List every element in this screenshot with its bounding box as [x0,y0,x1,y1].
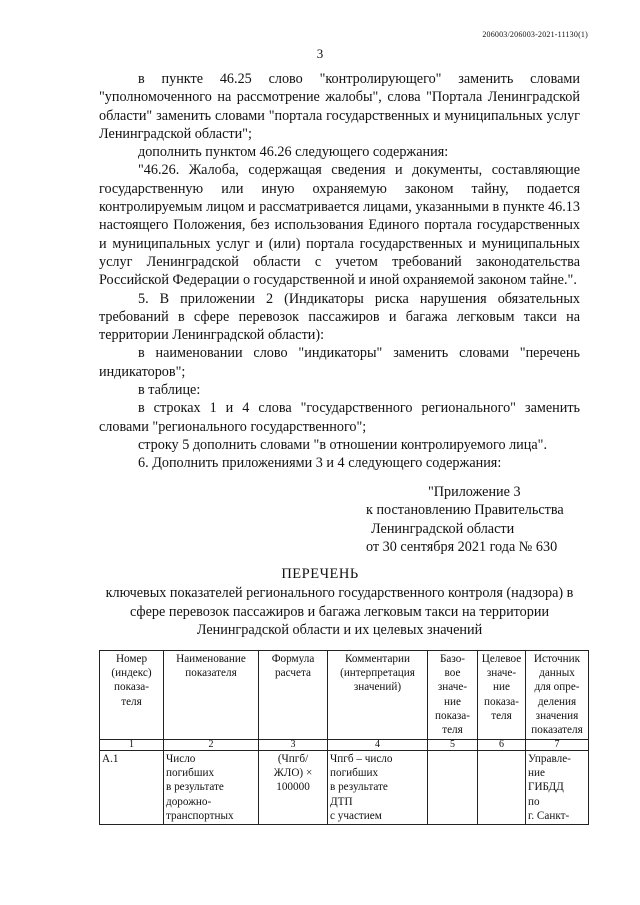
document-number: 206003/206003-2021-11130(1) [482,30,588,39]
indicators-table [99,650,589,825]
table-header-cell-4 [328,651,428,740]
cell-line: данных [539,667,575,680]
cell-line: ГИБДД [528,781,564,794]
cell-line: (Чпгб/ [277,753,309,765]
table-header-row [100,651,589,740]
cell-line: ние [444,695,461,708]
paragraph-item-5: 5. В приложении 2 (Индикаторы риска нарушения обязательных требований в сфере перевозок пассажиров и багажа легковым такси на территории Ленинградской области): [99,290,580,344]
cell-line: Число [166,753,196,765]
paragraph-46-26-text: "46.26. Жалоба, содержащая сведения и документы, составляющие государственную или иную охраняемую законом тайну, подается контролируемым лицом и рассматривается лицами, указанными в пункте 46.13 настоящего Положения, без использования Единого портала государственных и муниципальных услуг и (или) портала государственных и муниципальных услуг Ленинградской области с учетом требований законодательства Российской Федерации о государственной и иной охраняемой законом тайне.". [99,162,580,289]
cell-line: ние [493,681,510,694]
cell-line: Целевое [481,653,522,665]
cell-line: Чпгб – число [330,753,393,765]
cell-line: теля [442,724,463,737]
appendix-header [366,483,564,556]
table-cell-3 [259,751,328,825]
cell-line: значения [535,709,579,722]
cell-line: деления [537,695,577,708]
appendix-line-1: "Приложение 3 [428,484,521,500]
cell-line: теля [121,695,142,708]
page-number: 3 [316,46,324,61]
table-header-cell-5 [428,651,478,740]
cell-line: теля [491,709,512,722]
cell-line: ние [528,767,545,780]
cell-line: значе- [486,667,517,680]
table-header-cell-7 [526,651,589,740]
table-header-cell-1 [100,651,164,740]
cell-line: показа- [484,695,519,708]
cell-line: Управле- [528,753,571,765]
cell-line: показа- [114,681,149,694]
cell-line: ЖЛО) × [273,767,313,780]
table-cell-5 [428,751,478,825]
paragraph-name-change: в наименовании слово "индикаторы" заменить словами "перечень индикаторов"; [99,345,580,380]
cell-line: (интерпретация [340,667,415,680]
list-title: ПЕРЕЧЕНЬ [281,566,359,582]
table-header-cell-2 [164,651,259,740]
cell-line: транспортных [166,809,234,822]
paragraph-item-6: 6. Дополнить приложениями 3 и 4 следующего содержания: [138,455,502,472]
table-cell-6 [478,751,526,825]
cell-line: дорожно- [166,795,212,808]
cell-line: погибших [330,767,379,780]
cell-line: в результате [330,781,388,794]
cell-line: Базо- [439,653,466,665]
table-header-cell-3 [259,651,328,740]
appendix-line-2: к постановлению Правительства [366,502,564,519]
column-number-4: 4 [328,740,428,751]
cell-line: значений) [353,681,402,694]
cell-line: показателя [531,724,583,737]
cell-line: Номер [115,653,148,665]
cell-line: г. Санкт- [528,809,570,822]
cell-line: Комментарии [345,653,410,665]
column-number-3: 3 [259,740,328,751]
paragraph-add-46-26: дополнить пунктом 46.26 следующего содержания: [138,144,449,161]
cell-line: расчета [275,667,311,680]
cell-line: в результате [166,781,224,794]
cell-line: значе- [437,681,468,694]
cell-line: Наименование [176,653,246,665]
cell-line: 100000 [276,781,310,794]
cell-line: вое [444,667,461,680]
column-number-2: 2 [164,740,259,751]
table-header-cell-6 [478,651,526,740]
cell-line: А.1 [102,753,119,765]
column-number-5: 5 [428,740,478,751]
cell-line: с участием [330,809,382,822]
cell-line: (индекс) [111,667,152,680]
cell-line: показателя [185,667,237,680]
column-number-6: 6 [478,740,526,751]
table-number-row [100,740,589,751]
cell-line: по [528,795,540,808]
appendix-line-3: Ленинградской области [371,520,515,537]
table-cell-2 [164,751,259,825]
cell-line: ДТП [330,795,353,808]
column-number-7: 7 [526,740,589,751]
cell-line: Формула [271,653,315,665]
cell-line: погибших [166,767,215,780]
cell-line: показа- [435,709,470,722]
table-row [100,751,589,825]
list-subtitle: ключевых показателей регионального государственного контроля (надзора) в сфере перевозок пассажиров и багажа легковым такси на территории Ленинградской области и их целевых значений [105,585,574,639]
cell-line: для опре- [534,681,580,694]
table-cell-1 [100,751,164,825]
paragraph-rows-1-4: в строках 1 и 4 слова "государственного регионального" заменить словами "регионального государственного"; [99,400,580,435]
document-body [99,70,580,473]
column-number-1: 1 [100,740,164,751]
table-cell-4 [328,751,428,825]
paragraph-46-25: в пункте 46.25 слово "контролирующего" заменить словами "уполномоченного на рассмотрение жалобы", слова "Портала Ленинградской области" заменить словами "портала государственных и муниципальных услуг Ленинградской области"; [99,71,580,142]
paragraph-row-5: строку 5 дополнить словами "в отношении контролируемого лица". [138,436,547,453]
cell-line: Источник [533,653,581,665]
table-cell-7 [526,751,589,825]
appendix-line-4: от 30 сентября 2021 года № 630 [366,538,558,555]
paragraph-in-table: в таблице: [138,382,201,399]
